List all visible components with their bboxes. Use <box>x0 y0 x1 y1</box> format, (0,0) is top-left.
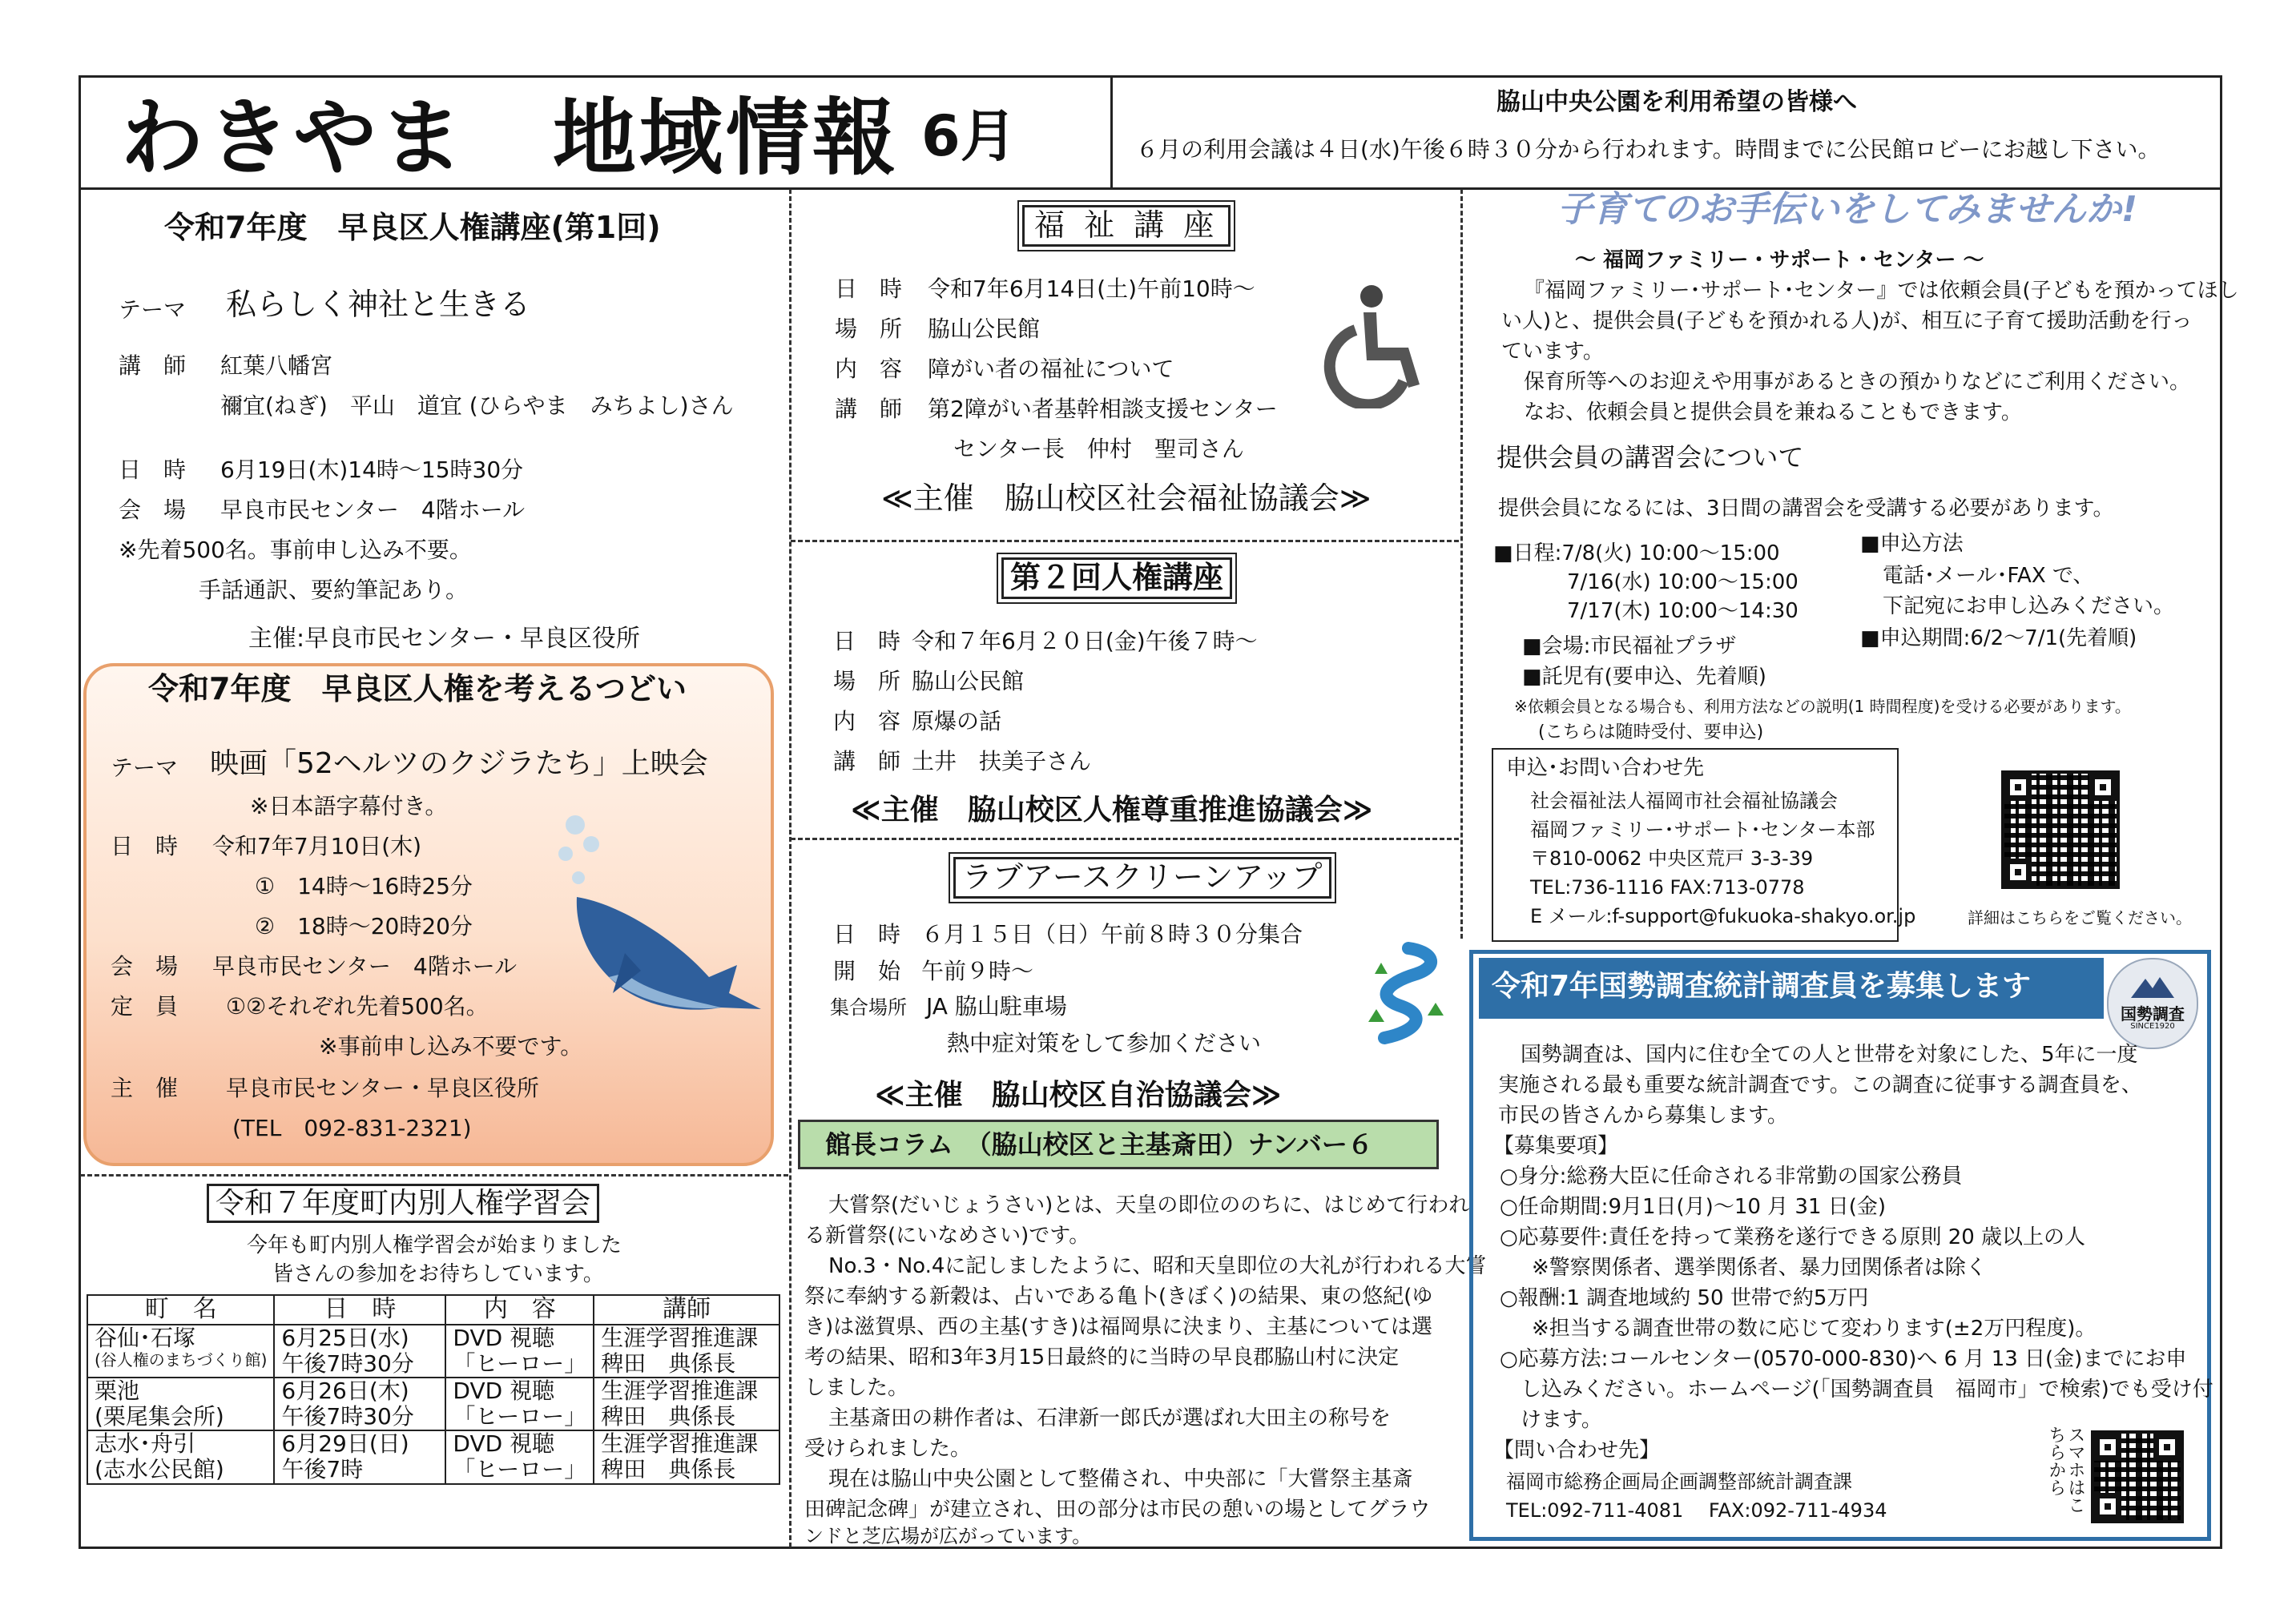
census-line: ※警察関係者、選挙関係者、暴力団関係者は除く <box>1532 1256 1987 1280</box>
capacity: ①②それぞれ先着500名。 <box>226 993 489 1020</box>
mountain-icon <box>2131 974 2174 998</box>
census-line: 【募集要項】 <box>1493 1134 1619 1158</box>
column-divider-1 <box>789 189 792 1547</box>
family-line: い人)と、提供会員(子どもを預かれる人)が、相互に子育て援助活動を行っ <box>1501 309 2193 333</box>
census-line: 国勢調査は、国内に住む全ての人と世帯を対象にした、5年に一度 <box>1521 1043 2138 1067</box>
row-content-title: 「ヒーロー」 <box>453 1456 587 1483</box>
contact-email: E メール:f-support@fukuoka-shakyo.or.jp <box>1530 905 1916 927</box>
row-date: 6月29日(日) <box>281 1430 409 1458</box>
apply-period: ■申込期間:6/2～7/1(先着順) <box>1860 626 2137 650</box>
census-line: ○報酬:1 調査地域約 50 世帯で約5万円 <box>1500 1286 1869 1310</box>
row-content-title: 「ヒーロー」 <box>453 1403 587 1430</box>
column-line: 田碑記念碑」が建立され、田の部分は市民の憩いの場としてグラウ <box>804 1498 1431 1522</box>
header-date: 日 時 <box>274 1295 445 1325</box>
column-line: 祭に奉納する新穀は、占いである亀卜(きぼく)の結果、東の悠紀(ゆ <box>804 1285 1433 1309</box>
second-lecturer-label: 講 師 <box>833 748 901 774</box>
second-place-label: 場 所 <box>833 668 901 694</box>
column-divider-2 <box>1460 189 1463 939</box>
gathering-host: 早良市民センター・早良区役所 <box>226 1075 539 1101</box>
welfare-lecturer-label: 講 師 <box>835 396 903 422</box>
column-line: ンドと芝広場が広がっています。 <box>804 1525 1092 1547</box>
census-line: ○任命期間:9月1日(月)～10 月 31 日(金) <box>1500 1195 1887 1219</box>
schedule-3: 7/17(木) 10:00～14:30 <box>1567 599 1799 623</box>
table-row <box>87 1430 779 1483</box>
town-study-intro-2: 皆さんの参加をお待ちしています。 <box>272 1262 604 1286</box>
wheelchair-icon <box>1314 280 1434 408</box>
row-time: 午後7時30分 <box>281 1349 414 1377</box>
gathering-date-label: 日 時 <box>111 833 179 859</box>
gathering-venue: 早良市民センター 4階ホール <box>212 953 518 979</box>
subtitle-note: ※日本語字幕付き。 <box>250 793 448 819</box>
welfare-content-label: 内 容 <box>835 356 903 382</box>
gathering-theme-label: テーマ <box>111 754 179 781</box>
census-line: 福岡市総務企画局企画調整部統計調査課 <box>1506 1470 1852 1493</box>
census-title: 令和7年国勢調査統計調査員を募集します <box>1492 970 2032 1003</box>
welfare-content: 障がい者の福祉について <box>928 356 1174 382</box>
row-time: 午後7時 <box>281 1456 364 1483</box>
course-date: 6月19日(木)14時～15時30分 <box>220 457 524 483</box>
contact-title: 申込･お問い合わせ先 <box>1506 756 1705 780</box>
session-1: ① 14時～16時25分 <box>255 873 473 899</box>
census-line: ○応募要件:責任を持って業務を遂行できる原則 20 歳以上の人 <box>1500 1225 2086 1249</box>
table-header-row <box>87 1295 779 1325</box>
family-note-2: (こちらは随時受付、要申込) <box>1538 722 1764 742</box>
row-lecturer-name: 稗田 典係長 <box>601 1349 736 1377</box>
row-town: 志水･舟引 <box>95 1430 196 1458</box>
family-line: 保育所等へのお迎えや用事があるときの預かりなどにご利用ください。 <box>1524 370 2191 394</box>
table-row <box>87 1378 779 1430</box>
theme-label: テーマ <box>119 296 187 323</box>
row-date: 6月26日(木) <box>281 1377 409 1404</box>
header-content: 内 容 <box>445 1295 594 1325</box>
course-venue: 早良市民センター 4階ホール <box>220 497 526 523</box>
town-study-intro-1: 今年も町内別人権学習会が始まりました <box>247 1233 622 1257</box>
gathering-host-label: 主 催 <box>111 1075 179 1101</box>
header-vertical-divider <box>1110 75 1113 187</box>
column-line: 大嘗祭(だいじょうさい)とは、天皇の即位ののちに、はじめて行われ <box>828 1193 1470 1217</box>
river-icon <box>1360 942 1448 1046</box>
lecturer-label: 講 師 <box>119 352 187 379</box>
qr-caption: 詳細はこちらをご覧ください。 <box>1968 908 2192 927</box>
census-line: 実施される最も重要な統計調査です。この調査に従事する調査員を、 <box>1498 1073 2142 1097</box>
welfare-place-label: 場 所 <box>835 316 903 342</box>
second-place: 脇山公民館 <box>912 668 1025 694</box>
contact-address: 〒810-0062 中央区荒戸 3-3-39 <box>1530 847 1814 870</box>
gathering-title: 令和7年度 早良区人権を考えるつどい <box>148 671 687 706</box>
table-row <box>87 1325 779 1378</box>
welfare-lecturer-name: センター長 仲村 聖司さん <box>953 436 1244 462</box>
census-line: 【問い合わせ先】 <box>1493 1438 1661 1462</box>
venue-label: 会 場 <box>119 497 187 523</box>
header-lecturer: 講師 <box>594 1295 779 1325</box>
second-date: 令和７年6月２０日(金)午後７時～ <box>912 628 1258 654</box>
family-support-qr-code[interactable] <box>2001 770 2120 889</box>
welfare-title: 福 祉 講 座 <box>1022 205 1231 247</box>
second-date-label: 日 時 <box>833 628 901 654</box>
row-lecturer: 生涯学習推進課 <box>601 1324 759 1351</box>
contact-phone: TEL:736-1116 FAX:713-0778 <box>1530 876 1805 899</box>
census-line: けます。 <box>1521 1408 1602 1432</box>
childcare-info: ■託児有(要申込、先着順) <box>1522 665 1766 689</box>
row-time: 午後7時30分 <box>281 1403 414 1430</box>
column-title: 館長コラム （脇山校区と主基斎田）ナンバー６ <box>825 1129 1373 1160</box>
second-course-title: 第２回人権講座 <box>1001 557 1232 599</box>
census-line: 市民の皆さんから募集します。 <box>1498 1104 1788 1128</box>
row-lecturer-name: 稗田 典係長 <box>601 1456 736 1483</box>
family-line: 『福岡ファミリー･サポート･センター』では依頼会員(子どもを預かってほし <box>1524 279 2239 303</box>
contact-org: 社会福祉法人福岡市社会福祉協議会 <box>1530 790 1838 812</box>
family-line: ています。 <box>1501 340 1604 364</box>
row-content: DVD 視聴 <box>453 1377 555 1404</box>
census-line: ※担当する調査世帯の数に応じて変わります(±2万円程度)。 <box>1532 1317 2097 1341</box>
page-title: わきやま 地域情報 <box>120 89 900 187</box>
apply-title: ■申込方法 <box>1860 532 1964 556</box>
park-notice-title: 脇山中央公園を利用希望の皆様へ <box>1496 88 1857 116</box>
column-line: き)は滋賀県、西の主基(すき)は福岡県に決まり、主基については選 <box>804 1315 1432 1339</box>
column-line: No.3・No.4に記しましたように、昭和天皇即位の大礼が行われる大嘗 <box>828 1254 1487 1278</box>
row-lecturer-name: 稗田 典係長 <box>601 1403 736 1430</box>
gathering-venue-label: 会 場 <box>111 953 179 979</box>
row-town: 谷仙･石塚 <box>95 1324 196 1351</box>
census-logo-text: 国勢調査 <box>2121 1004 2185 1024</box>
page-month: 6月 <box>921 103 1017 169</box>
schedule-2: 7/16(水) 10:00～15:00 <box>1567 570 1799 594</box>
park-notice-body: ６月の利用会議は４日(水)午後６時３０分から行われます。時間までに公民館ロビーにお越し下さい。 <box>1136 136 2161 163</box>
column-line: 受けられました。 <box>804 1437 972 1461</box>
row-content: DVD 視聴 <box>453 1324 555 1351</box>
row-place: (志水公民館) <box>95 1456 224 1483</box>
census-line: TEL:092-711-4081 FAX:092-711-4934 <box>1506 1499 1887 1522</box>
contact-center: 福岡ファミリー･サポート･センター本部 <box>1530 819 1875 841</box>
cleanup-note: 熱中症対策をして参加ください <box>947 1030 1262 1056</box>
schedule-1: ■日程:7/8(火) 10:00～15:00 <box>1493 541 1780 565</box>
apply-method-2: 下記宛にお申し込みください。 <box>1883 594 2175 618</box>
row-lecturer: 生涯学習推進課 <box>601 1430 759 1458</box>
family-support-subhead: ～ 福岡ファミリー・サポート・センター ～ <box>1575 248 1984 272</box>
second-lecturer: 土井 扶美子さん <box>912 748 1092 774</box>
welfare-host: ≪主催 脇山校区社会福祉協議会≫ <box>881 481 1372 516</box>
census-logo <box>2107 958 2198 1049</box>
course-theme: 私らしく神社と生きる <box>226 287 531 322</box>
course-note-2: 手話通訳、要約筆記あり。 <box>199 577 469 603</box>
venue-info: ■会場:市民福祉プラザ <box>1522 634 1737 658</box>
family-support-headline: 子育てのお手伝いをしてみませんか! <box>1557 189 2138 230</box>
column-line: しました。 <box>804 1376 909 1400</box>
course-host: 主催:早良市民センター・早良区役所 <box>248 625 640 653</box>
capacity-note: ※事前申し込み不要です。 <box>319 1033 583 1060</box>
second-content: 原爆の話 <box>912 708 1002 734</box>
census-line: ○応募方法:コールセンター(0570-000-830)へ 6 月 13 日(金)までにお申 <box>1500 1347 2187 1371</box>
session-2: ② 18時～20時20分 <box>255 913 473 939</box>
family-line: なお、依頼会員と提供会員を兼ねることもできます。 <box>1524 400 2022 424</box>
row-lecturer: 生涯学習推進課 <box>601 1377 759 1404</box>
row-place: (谷人権のまちづくり館) <box>95 1349 268 1370</box>
cleanup-host: ≪主催 脇山校区自治協議会≫ <box>875 1079 1282 1112</box>
cleanup-start: 午前９時～ <box>921 958 1034 984</box>
census-qr-code[interactable] <box>2091 1430 2184 1523</box>
gathering-theme: 映画「52ヘルツのクジラたち」上映会 <box>210 747 708 780</box>
divider-town-study <box>80 1174 788 1177</box>
cleanup-meet: JA 脇山駐車場 <box>926 993 1067 1020</box>
gathering-date: 令和7年7月10日(木) <box>212 833 422 859</box>
cleanup-date-label: 日 時 <box>833 921 901 947</box>
town-study-title: 令和７年度町内別人権学習会 <box>207 1184 599 1223</box>
second-host: ≪主催 脇山校区人権尊重推進協議会≫ <box>851 794 1373 827</box>
lecturer-org: 紅葉八幡宮 <box>220 352 333 379</box>
course-section-title: 提供会員の講習会について <box>1496 442 1804 473</box>
second-content-label: 内 容 <box>833 708 901 734</box>
lecturer-name: 禰宜(ねぎ) 平山 道宜 (ひらやま みちよし)さん <box>220 392 734 419</box>
header-town: 町 名 <box>87 1295 274 1325</box>
column-line: 考の結果、昭和3年3月15日最終的に当時の早良郡脇山村に決定 <box>804 1345 1400 1370</box>
welfare-place: 脇山公民館 <box>928 316 1041 342</box>
welfare-date: 令和7年6月14日(土)午前10時～ <box>928 276 1255 302</box>
gathering-tel: (TEL 092-831-2321) <box>232 1115 472 1141</box>
cleanup-date: ６月１５日（日）午前８時３０分集合 <box>921 921 1303 947</box>
cleanup-meet-label: 集合場所 <box>830 996 907 1019</box>
census-line: ○身分:総務大臣に任命される非常勤の国家公務員 <box>1500 1164 1963 1189</box>
row-place: (栗尾集会所) <box>95 1403 224 1430</box>
whale-illustration <box>529 793 777 1041</box>
divider-welfare <box>791 540 1459 542</box>
date-label: 日 時 <box>119 457 187 483</box>
capacity-label: 定 員 <box>111 993 179 1020</box>
cleanup-start-label: 開 始 <box>833 958 901 984</box>
row-content-title: 「ヒーロー」 <box>453 1349 587 1377</box>
row-date: 6月25日(水) <box>281 1324 409 1351</box>
apply-method-1: 電話･メール･FAX で、 <box>1883 564 2094 588</box>
column-line: 現在は脇山中央公園として整備され、中央部に「大嘗祭主基斎 <box>828 1467 1413 1491</box>
town-study-table <box>87 1294 780 1485</box>
row-content: DVD 視聴 <box>453 1430 555 1458</box>
census-line: し込みください。ホームページ(「国勢調査員 福岡市」で検索)でも受け付 <box>1521 1378 2213 1402</box>
divider-second-course <box>791 838 1459 840</box>
course-title: 令和7年度 早良区人権講座(第1回) <box>164 210 661 245</box>
welfare-date-label: 日 時 <box>835 276 903 302</box>
course-note-1: ※先着500名。事前申し込み不要。 <box>119 537 472 563</box>
cleanup-title: ラブアースクリーンアップ <box>953 857 1331 899</box>
census-logo-since: SINCE1920 <box>2130 1022 2175 1031</box>
column-line: 主基斎田の耕作者は、石津新一郎氏が選ばれ大田主の称号を <box>828 1406 1392 1430</box>
course-intro: 提供会員になるには、3日間の講習会を受講する必要があります。 <box>1498 497 2114 521</box>
column-line: る新嘗祭(にいなめさい)です。 <box>804 1224 1090 1248</box>
census-qr-caption: スマホはこちらから <box>2045 1426 2085 1514</box>
family-note-1: ※依頼会員となる場合も、利用方法などの説明(1 時間程度)を受ける必要があります。 <box>1514 697 2131 716</box>
welfare-lecturer-org: 第2障がい者基幹相談支援センター <box>928 396 1278 422</box>
row-town: 栗池 <box>95 1377 140 1404</box>
